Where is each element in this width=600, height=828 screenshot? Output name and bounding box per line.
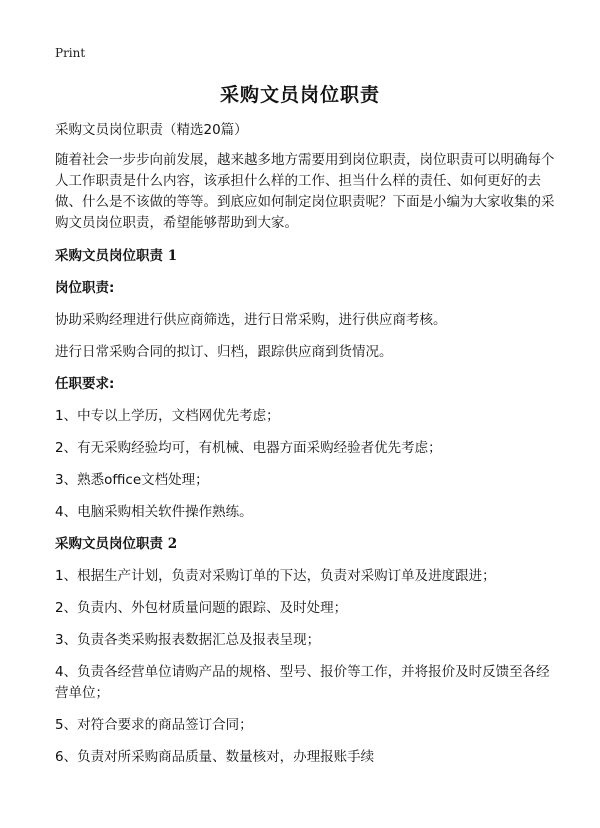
duties-heading: 岗位职责: [55,280,115,296]
requirements-heading: 任职要求: [55,376,115,392]
requirement-item: 1、中专以上学历，文档网优先考虑； [55,408,280,424]
duty-item: 进行日常采购合同的拟订、归档，跟踪供应商到货情况。 [55,344,393,360]
section-2-item: 3、负责各类采购报表数据汇总及报表呈现； [55,632,321,648]
section-2-heading [55,534,555,555]
duty-item: 协助采购经理进行供应商筛选，进行日常采购，进行供应商考核。 [55,312,447,328]
requirement-item: 2、有无采购经验均可，有机械、电器方面采购经验者优先考虑； [55,440,442,456]
requirement-item: 3、熟悉office文档处理； [55,472,209,488]
print-label[interactable]: Print [55,46,86,60]
document-body [55,120,555,779]
document-subtitle: 采购文员岗位职责（精选20篇） [55,122,248,138]
section-1-heading-text: 采购文员岗位职责 [55,248,163,264]
section-2-number: 2 [167,536,178,552]
section-2-item: 1、根据生产计划，负责对采购订单的下达，负责对采购订单及进度跟进； [55,568,496,584]
intro-paragraph: 随着社会一步步向前发展，越来越多地方需要用到岗位职责，岗位职责可以明确每个人工作职责是什么内容，该承担什么样的工作、担当什么样的责任、如何更好的去做、什么是不该做的等等。到底应如何制定岗位职责呢？下面是小编为大家收集的采购文员岗位职责，希望能够帮助到大家。 [55,152,555,231]
section-1-heading [55,246,555,267]
section-2-item: 4、负责各经营单位请购产品的规格、型号、报价等工作，并将报价及时反馈至各经营单位； [55,664,550,701]
section-2-heading-text: 采购文员岗位职责 [55,536,163,552]
section-2-item: 2、负责内、外包材质量问题的跟踪、及时处理； [55,600,348,616]
section-1-number: 1 [167,248,178,264]
section-2-item: 5、对符合要求的商品签订合同； [55,717,253,733]
requirement-item: 4、电脑采购相关软件操作熟练。 [55,504,253,520]
document-title: 采购文员岗位职责 [219,84,380,106]
section-2-item: 6、负责对所采购商品质量、数量核对，办理报账手续 [55,749,375,765]
